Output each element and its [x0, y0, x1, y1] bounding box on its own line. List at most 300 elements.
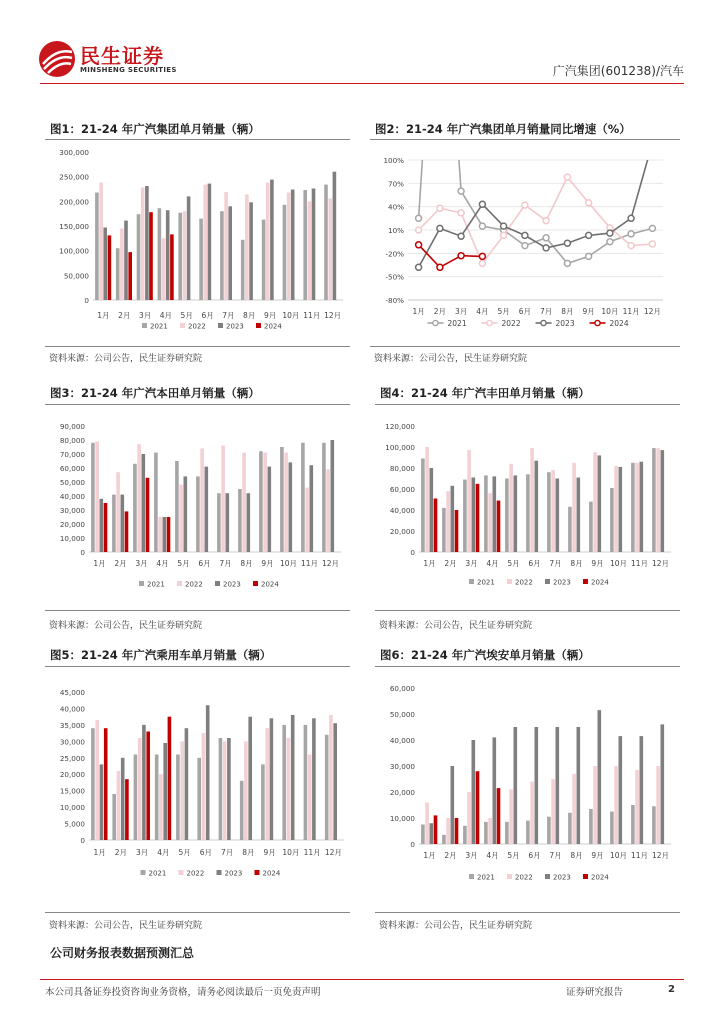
- figure-5-bar-2021-2: [112, 794, 116, 840]
- figure-6-bar-2022-11: [635, 770, 639, 844]
- figure-2-point-2022-7: [543, 218, 549, 224]
- figure-3-y-tick-label: 50,000: [59, 478, 85, 487]
- figure-1-bar-2023-3: [145, 186, 149, 300]
- figure-5-chart: [45, 682, 350, 892]
- figure-5-bar-2021-1: [91, 728, 95, 840]
- figure-5-bar-2022-5: [180, 741, 184, 840]
- figure-4-bar-2021-1: [421, 459, 425, 553]
- figure-4-bar-2024-2: [455, 510, 459, 552]
- figure-2-x-tick-label: 5月: [497, 307, 510, 316]
- figure-3-bar-2024-2: [125, 511, 129, 552]
- figure-2-point-2023-5: [501, 223, 507, 229]
- figure-3-bar-2021-12: [322, 443, 326, 552]
- figure-3-bar-2021-4: [154, 453, 158, 552]
- figure-1-y-tick-label: 0: [84, 296, 89, 305]
- figure-2-title: 图2：21-24 年广汽集团单月销量同比增速（%）: [375, 122, 631, 136]
- figure-6-x-tick-label: 6月: [528, 851, 541, 860]
- figure-5-legend-label-2023: 2023: [224, 869, 243, 878]
- figure-3-bar-2022-5: [179, 485, 183, 552]
- figure-1-legend-label-2023: 2023: [226, 322, 244, 331]
- figure-5-bar-2023-9: [270, 718, 274, 840]
- figure-4-x-tick-label: 3月: [465, 559, 478, 568]
- figure-6-bar-2021-11: [631, 805, 635, 844]
- figure-5-legend-label-2024: 2024: [262, 869, 281, 878]
- figure-3-legend-swatch-2024: [253, 581, 258, 586]
- figure-1-bar-2023-10: [291, 190, 295, 301]
- figure-4-x-tick-label: 9月: [591, 559, 604, 568]
- figure-1-x-tick-label: 9月: [263, 311, 277, 320]
- figure-3-title-rule: [45, 404, 350, 405]
- figure-3-bar-2023-12: [331, 440, 335, 552]
- figure-6-bar-2023-11: [640, 736, 644, 844]
- figure-5-bar-2023-11: [312, 718, 316, 840]
- figure-2-point-2021-7: [543, 235, 549, 241]
- figure-3-x-tick-label: 8月: [240, 559, 253, 568]
- figure-6-source: 资料来源：公司公告，民生证券研究院: [379, 921, 533, 931]
- figure-3-legend-label-2022: 2022: [185, 580, 203, 589]
- figure-3-bar-2024-4: [167, 517, 171, 552]
- figure-1-bar-2023-8: [249, 202, 253, 300]
- figure-4-bar-2022-10: [614, 466, 618, 552]
- figure-3-y-tick-label: 40,000: [59, 492, 85, 501]
- figure-6-bar-2021-10: [610, 812, 614, 845]
- figure-5-bar-2022-1: [95, 720, 99, 840]
- figure-3-source-rule: [45, 610, 350, 611]
- figure-6-bar-2023-9: [598, 710, 602, 844]
- figure-1-bar-2023-7: [228, 206, 232, 300]
- figure-2-legend-marker-2022: [487, 320, 492, 325]
- figure-5-bar-2024-3: [146, 732, 150, 841]
- figure-3-bar-2023-2: [121, 495, 125, 552]
- figure-4-y-tick-label: 60,000: [389, 485, 415, 494]
- figure-1-bar-2021-10: [283, 205, 287, 300]
- figure-1-bar-2021-3: [137, 214, 141, 300]
- figure-4-legend-label-2023: 2023: [553, 578, 571, 587]
- figure-1-bar-2022-6: [203, 185, 207, 300]
- brand-logo: [38, 40, 198, 80]
- figure-4-bar-2022-7: [551, 470, 555, 552]
- figure-3-bar-2022-11: [305, 488, 309, 552]
- figure-5-bar-2021-12: [325, 735, 329, 840]
- figure-2-legend-label-2023: 2023: [555, 319, 575, 328]
- figure-6-bar-2021-9: [589, 809, 593, 844]
- figure-1-title: 图1：21-24 年广汽集团单月销量（辆）: [50, 122, 260, 136]
- figure-5-x-tick-label: 11月: [303, 848, 321, 857]
- figure-6-bar-2022-8: [572, 774, 576, 844]
- figure-4-bar-2023-2: [451, 486, 455, 552]
- figure-4-y-tick-label: 100,000: [385, 443, 415, 452]
- figure-1-bar-2024-4: [170, 234, 174, 300]
- figure-1-chart: [45, 142, 350, 342]
- figure-6-bar-2024-4: [497, 788, 501, 844]
- figure-2-point-2022-9: [586, 200, 592, 206]
- figure-6-x-tick-label: 12月: [651, 851, 670, 860]
- figure-5-y-tick-label: 0: [80, 836, 85, 845]
- figure-1-x-tick-label: 12月: [324, 311, 342, 320]
- figure-5-bar-2022-9: [265, 728, 269, 840]
- figure-6-bar-2022-5: [509, 789, 513, 844]
- figure-1-source: 资料来源：公司公告，民生证券研究院: [49, 354, 203, 364]
- figure-4-legend-label-2024: 2024: [591, 578, 609, 587]
- figure-2-point-2023-1: [416, 264, 422, 270]
- figure-6-legend-swatch-2024: [583, 874, 588, 879]
- brand-logo-icon: [38, 40, 76, 78]
- figure-4-legend-label-2021: 2021: [477, 578, 495, 587]
- figure-6-legend-label-2024: 2024: [591, 873, 609, 882]
- figure-3-chart: [45, 410, 350, 600]
- figure-4-bar-2021-8: [568, 507, 572, 552]
- figure-1-x-tick-label: 3月: [138, 311, 152, 320]
- figure-6-bar-2023-3: [472, 740, 476, 844]
- figure-2-point-2024-3: [458, 253, 464, 259]
- figure-6-bar-2023-1: [430, 823, 434, 844]
- figure-6-x-tick-label: 2月: [444, 851, 457, 860]
- figure-3-x-tick-label: 2月: [114, 559, 127, 568]
- figure-4-bar-2021-5: [505, 479, 509, 553]
- figure-5-title: 图5：21-24 年广汽乘用车单月销量（辆）: [50, 648, 272, 662]
- figure-2-point-2022-6: [522, 202, 528, 208]
- figure-2-x-tick-label: 1月: [412, 307, 425, 316]
- figure-3-legend-label-2024: 2024: [261, 580, 279, 589]
- figure-4-bar-2024-3: [476, 484, 480, 552]
- figure-5-x-tick-label: 7月: [220, 848, 234, 857]
- figure-4-bar-2023-9: [598, 455, 602, 552]
- figure-6-y-tick-label: 20,000: [389, 788, 415, 797]
- figure-4-x-tick-label: 5月: [507, 559, 520, 568]
- figure-2-x-tick-label: 6月: [518, 307, 532, 316]
- figure-4-bar-2023-12: [661, 450, 665, 552]
- figure-3-bar-2022-3: [137, 444, 141, 552]
- figure-1-bar-2021-2: [116, 248, 120, 300]
- figure-4-bar-2021-4: [484, 475, 488, 552]
- figure-5-y-tick-label: 20,000: [59, 770, 85, 780]
- figure-4-bar-2022-1: [425, 447, 429, 552]
- figure-1-bar-2022-1: [99, 183, 103, 300]
- figure-2-point-2021-9: [586, 253, 592, 259]
- figure-4-bar-2021-9: [589, 502, 593, 552]
- figure-5-bar-2024-1: [104, 728, 108, 840]
- figure-3-x-tick-label: 10月: [279, 559, 298, 568]
- figure-6-bar-2021-1: [421, 825, 425, 845]
- figure-1-bar-2023-1: [103, 228, 107, 301]
- figure-1-legend-label-2022: 2022: [188, 322, 206, 331]
- figure-6-bar-2021-8: [568, 813, 572, 844]
- figure-5-legend-swatch-2022: [179, 870, 184, 875]
- figure-6-bar-2021-2: [442, 835, 446, 844]
- figure-4-legend-swatch-2023: [545, 579, 550, 584]
- figure-2-point-2021-3: [458, 188, 464, 194]
- figure-3-bar-2022-2: [116, 472, 120, 552]
- figure-4-bar-2021-6: [526, 474, 530, 552]
- figure-3-y-tick-label: 20,000: [59, 520, 85, 529]
- figure-2-point-2021-1: [416, 215, 422, 221]
- figure-4-bar-2022-11: [635, 463, 639, 552]
- figure-3-y-tick-label: 10,000: [59, 534, 85, 543]
- figure-2-point-2021-4: [479, 223, 485, 229]
- figure-4-y-tick-label: 120,000: [385, 422, 415, 431]
- figure-3-bar-2023-1: [100, 499, 104, 552]
- figure-2-point-2021-11: [628, 231, 634, 237]
- figure-1-source-rule: [45, 346, 350, 347]
- figure-1-y-tick-label: 100,000: [59, 246, 89, 256]
- figure-6-bar-2021-7: [547, 817, 551, 844]
- figure-6-bar-2023-2: [451, 766, 455, 844]
- figure-4-x-tick-label: 8月: [570, 559, 583, 568]
- figure-4-bar-2021-11: [631, 463, 635, 552]
- figure-1-bar-2022-11: [308, 201, 312, 300]
- figure-1-bar-2021-7: [220, 211, 224, 300]
- figure-4-x-tick-label: 2月: [444, 559, 457, 568]
- page-header: [0, 0, 724, 90]
- figure-2-point-2022-1: [416, 227, 422, 233]
- figure-4-legend-label-2022: 2022: [515, 578, 533, 587]
- figure-1-x-tick-label: 4月: [159, 311, 173, 320]
- figure-5-y-tick-label: 45,000: [59, 688, 85, 697]
- figure-6-bar-2021-12: [652, 806, 656, 844]
- figure-2-x-tick-label: 4月: [476, 307, 489, 316]
- figure-6-x-tick-label: 8月: [570, 851, 583, 860]
- figure-1-bar-2022-10: [287, 193, 291, 301]
- figure-6-x-tick-label: 9月: [591, 851, 604, 860]
- figure-3-x-tick-label: 6月: [198, 559, 211, 568]
- figure-6-x-tick-label: 11月: [630, 851, 649, 860]
- figure-5-y-tick-label: 35,000: [59, 720, 85, 730]
- figure-5-x-tick-label: 12月: [324, 848, 342, 857]
- figure-4-source: 资料来源：公司公告，民生证券研究院: [379, 621, 533, 631]
- figure-3-bar-2023-4: [163, 517, 167, 552]
- figure-3-x-tick-label: 5月: [177, 559, 190, 568]
- company-sector: 广汽集团(601238)/汽车: [552, 64, 684, 78]
- figure-6-bar-2024-2: [455, 818, 459, 844]
- figure-4-bar-2024-4: [497, 501, 501, 552]
- figure-5-bar-2023-1: [100, 764, 104, 840]
- figure-2-series-line-2022: [419, 177, 653, 263]
- figure-6-bar-2023-12: [661, 724, 665, 844]
- figure-1-x-tick-label: 10月: [282, 311, 300, 320]
- figure-5-bar-2023-4: [163, 743, 167, 840]
- figure-3-x-tick-label: 1月: [93, 559, 106, 568]
- figure-4-legend-swatch-2024: [583, 579, 588, 584]
- figure-3-title: 图3：21-24 年广汽本田单月销量（辆）: [50, 386, 260, 400]
- figure-4-x-tick-label: 6月: [528, 559, 541, 568]
- figure-3-bar-2021-9: [259, 451, 263, 552]
- figure-3-y-tick-label: 60,000: [59, 464, 85, 473]
- figure-2-x-tick-label: 7月: [539, 307, 553, 316]
- figure-3-x-tick-label: 11月: [300, 559, 319, 568]
- figure-2-point-2024-4: [479, 253, 485, 259]
- figure-2-point-2022-12: [649, 241, 655, 247]
- figure-2-point-2022-4: [479, 260, 485, 266]
- figure-3-bar-2023-8: [247, 493, 251, 552]
- figure-4-bar-2022-8: [572, 463, 576, 552]
- figure-5-bar-2021-10: [282, 725, 286, 840]
- figure-5-y-tick-label: 5,000: [64, 819, 85, 829]
- figure-5-bar-2022-10: [287, 738, 291, 840]
- figure-5-x-tick-label: 1月: [93, 848, 106, 857]
- figure-2-point-2023-6: [522, 232, 528, 238]
- figure-2-y-tick-label: -50%: [385, 272, 404, 282]
- figure-2-x-tick-label: 11月: [622, 307, 640, 316]
- figure-2-x-tick-label: 2月: [433, 307, 447, 316]
- figure-2-point-2023-4: [479, 201, 485, 207]
- figure-5-bar-2021-6: [197, 758, 201, 840]
- figure-3-bar-2021-11: [301, 443, 305, 552]
- figure-3-x-tick-label: 4月: [156, 559, 169, 568]
- figure-2-source-rule: [370, 346, 680, 347]
- figure-3-bar-2021-5: [175, 461, 179, 552]
- figure-3-x-tick-label: 3月: [135, 559, 148, 568]
- figure-4-legend-swatch-2022: [507, 579, 512, 584]
- figure-1-bar-2021-1: [95, 193, 99, 301]
- figure-2-legend-label-2024: 2024: [609, 319, 629, 328]
- figure-4-x-tick-label: 1月: [423, 559, 436, 568]
- figure-2-point-2023-9: [586, 232, 592, 238]
- figure-2-chart: [370, 142, 680, 342]
- logo-text-cn: 民生证券: [80, 44, 164, 68]
- figure-1-bar-2023-2: [124, 221, 128, 300]
- figure-2-point-2021-10: [607, 239, 613, 245]
- figure-2-legend-label-2022: 2022: [501, 319, 521, 328]
- figure-5-bar-2021-5: [176, 755, 180, 841]
- figure-2-x-tick-label: 12月: [643, 307, 661, 316]
- figure-5-bar-2022-8: [244, 741, 248, 840]
- figure-1-x-tick-label: 8月: [243, 311, 256, 320]
- figure-5-y-tick-label: 10,000: [59, 803, 85, 813]
- figure-6-bar-2022-3: [467, 792, 471, 844]
- figure-6-bar-2021-3: [463, 826, 467, 844]
- figure-4-bar-2023-7: [556, 479, 560, 553]
- figure-6-bar-2022-6: [530, 782, 534, 844]
- figure-3-bar-2022-12: [326, 469, 330, 552]
- figure-6-legend-label-2022: 2022: [515, 873, 533, 882]
- figure-3-x-tick-label: 9月: [261, 559, 274, 568]
- footer-disclaimer: 本公司具备证券投资咨询业务资格，请务必阅读最后一页免责声明: [45, 987, 321, 998]
- figure-2-x-tick-label: 9月: [582, 307, 595, 316]
- figure-4-bar-2022-4: [488, 493, 492, 552]
- figure-5-bar-2021-9: [261, 764, 265, 840]
- figure-5-bar-2021-4: [155, 755, 159, 841]
- figure-6-x-tick-label: 10月: [609, 851, 628, 860]
- figure-6-bar-2021-6: [526, 821, 530, 844]
- figure-2-point-2021-8: [564, 260, 570, 266]
- figure-4-y-tick-label: 80,000: [389, 464, 415, 473]
- figure-6-chart: [375, 678, 680, 892]
- figure-5-title-rule: [45, 666, 350, 667]
- figure-3-bar-2021-8: [238, 489, 242, 552]
- figure-6-bar-2024-3: [476, 771, 480, 844]
- figure-4-bar-2022-6: [530, 448, 534, 552]
- figure-6-y-tick-label: 0: [410, 840, 415, 849]
- figure-2-legend-label-2021: 2021: [447, 319, 467, 328]
- figure-6-bar-2023-6: [535, 727, 539, 844]
- figure-5-bar-2021-8: [240, 781, 244, 840]
- figure-5-bar-2021-3: [134, 755, 138, 841]
- figure-1-x-tick-label: 2月: [118, 311, 131, 320]
- figure-5-x-tick-label: 5月: [178, 848, 191, 857]
- figure-5-bar-2024-4: [168, 717, 172, 840]
- figure-3-bar-2024-3: [146, 478, 150, 552]
- footer-rule: [40, 979, 684, 980]
- figure-3-bar-2022-9: [263, 453, 267, 552]
- figure-2-point-2022-5: [501, 232, 507, 238]
- figure-5-x-tick-label: 9月: [263, 848, 276, 857]
- figure-1-legend-swatch-2021: [142, 323, 147, 328]
- logo-text-en: MINSHENG SECURITIES: [80, 66, 177, 74]
- figure-1-bar-2021-11: [303, 190, 307, 300]
- figure-5-source: 资料来源：公司公告，民生证券研究院: [49, 921, 203, 931]
- figure-5-bar-2023-8: [248, 717, 252, 840]
- figure-5-bar-2022-4: [159, 774, 163, 840]
- figure-3-source: 资料来源：公司公告，民生证券研究院: [49, 621, 203, 631]
- figure-5-bar-2023-7: [227, 738, 231, 840]
- figure-1-y-tick-label: 200,000: [59, 197, 89, 207]
- figure-2-x-tick-label: 10月: [601, 307, 619, 316]
- figure-6-bar-2022-7: [551, 779, 555, 844]
- figure-4-bar-2022-2: [446, 491, 450, 552]
- figure-1-bar-2023-5: [187, 196, 191, 300]
- figure-1-bar-2022-7: [224, 192, 228, 300]
- figure-1-bar-2024-2: [128, 252, 132, 300]
- figure-5-bar-2023-6: [206, 705, 210, 840]
- figure-6-x-tick-label: 1月: [423, 851, 436, 860]
- figure-4-bar-2023-1: [430, 468, 434, 552]
- figure-4-bar-2023-6: [535, 461, 539, 552]
- figure-3-bar-2021-6: [196, 476, 200, 552]
- figure-4-legend-swatch-2021: [469, 579, 474, 584]
- figure-4-source-rule: [375, 610, 680, 611]
- figure-1-bar-2021-5: [178, 213, 182, 300]
- figure-5-bar-2021-7: [219, 738, 223, 840]
- figure-1-bar-2023-4: [166, 210, 170, 300]
- figure-4-bar-2022-12: [656, 448, 660, 552]
- page-number: 2: [668, 984, 675, 995]
- figure-3-bar-2024-1: [104, 503, 108, 552]
- figure-5-bar-2023-3: [142, 725, 146, 840]
- figure-3-bar-2021-7: [217, 493, 221, 552]
- figure-3-bar-2022-8: [242, 453, 246, 552]
- figure-4-x-tick-label: 11月: [630, 559, 649, 568]
- figure-5-x-tick-label: 8月: [242, 848, 255, 857]
- figure-4-bar-2023-3: [472, 478, 476, 553]
- figure-1-y-tick-label: 250,000: [59, 172, 89, 182]
- figure-4-x-tick-label: 12月: [651, 559, 670, 568]
- figure-4-bar-2021-7: [547, 472, 551, 552]
- figure-2-point-2023-2: [437, 225, 443, 231]
- figure-2-series-line-2023: [419, 143, 653, 267]
- figure-4-bar-2021-12: [652, 448, 656, 552]
- figure-6-bar-2022-12: [656, 766, 660, 844]
- figure-5-bar-2023-12: [333, 723, 337, 840]
- figure-1-bar-2022-12: [328, 198, 332, 300]
- figure-6-legend-swatch-2021: [469, 874, 474, 879]
- figure-6-bar-2023-5: [514, 727, 518, 844]
- figure-1-bar-2023-6: [208, 184, 212, 300]
- figure-5-y-tick-label: 15,000: [59, 786, 85, 796]
- figure-3-bar-2022-4: [158, 517, 162, 552]
- figure-3-y-tick-label: 30,000: [59, 506, 85, 515]
- figure-2-legend-marker-2021: [433, 320, 438, 325]
- figure-5-x-tick-label: 10月: [282, 848, 300, 857]
- figure-6-bar-2023-4: [493, 737, 497, 844]
- figure-6-x-tick-label: 3月: [465, 851, 478, 860]
- figure-4-y-tick-label: 40,000: [389, 506, 415, 515]
- figure-4-y-tick-label: 0: [410, 548, 415, 557]
- figure-1-bar-2021-8: [241, 240, 245, 300]
- figure-3-bar-2023-9: [268, 467, 272, 552]
- figure-5-y-tick-label: 30,000: [59, 737, 85, 747]
- figure-6-y-tick-label: 40,000: [389, 736, 415, 745]
- figure-2-source: 资料来源：公司公告，民生证券研究院: [374, 354, 528, 364]
